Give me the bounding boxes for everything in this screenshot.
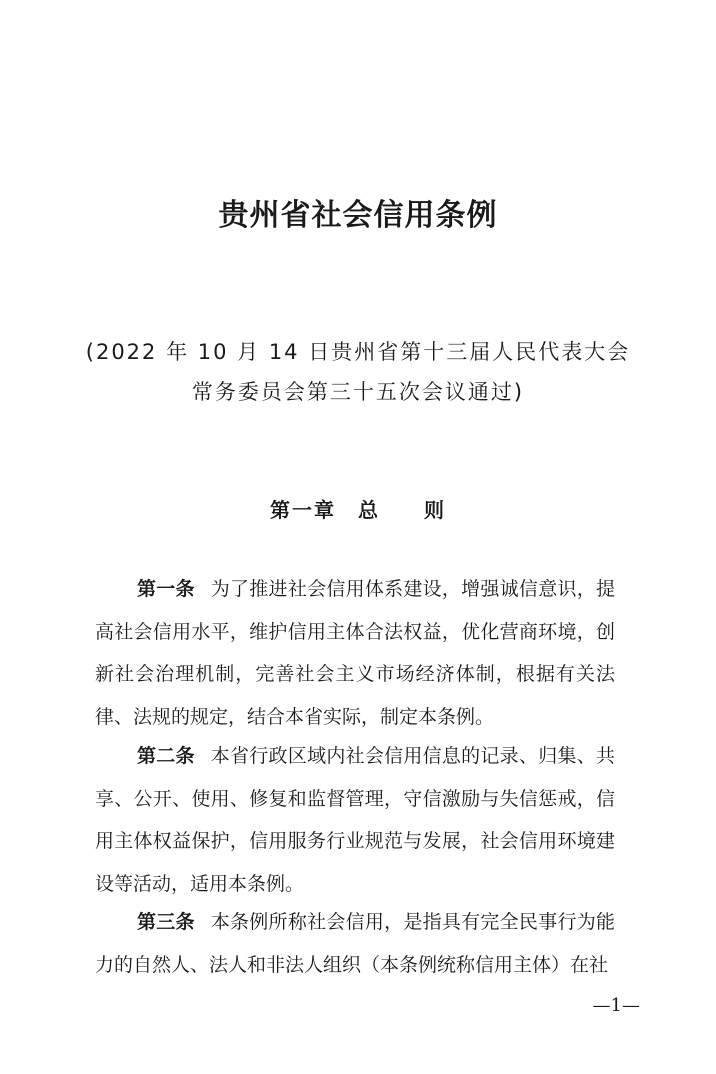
- article-2-label: 第二条: [137, 745, 195, 767]
- page-number: —1—: [592, 995, 640, 1016]
- adoption-note-line-1: (2022 年 10 月 14 日贵州省第十三届人民代表大会: [85, 340, 631, 364]
- article-1-text: 为了推进社会信用体系建设，增强诚信意识，提高社会信用水平，维护信用主体合法权益，优化营商环境，创新社会治理机制，完善社会主义市场经济体制，根据有关法律、法规的规定，结合本省实际，制定本条例。: [95, 578, 615, 728]
- article-2-text: 本省行政区域内社会信用信息的记录、归集、共享、公开、使用、修复和监督管理，守信激励与失信惩戒，信用主体权益保护，信用服务行业规范与发展，社会信用环境建设等活动，适用本条例。: [95, 745, 615, 895]
- adoption-note-line-2: 常务委员会第三十五次会议通过): [191, 380, 525, 404]
- article-1-label: 第一条: [137, 578, 195, 600]
- article-1: [95, 568, 615, 738]
- article-3-label: 第三条: [137, 911, 195, 933]
- adoption-note: [0, 332, 716, 412]
- article-3-text: 本条例所称社会信用，是指具有完全民事行为能力的自然人、法人和非法人组织（本条例统称信用主体）在社: [95, 911, 615, 976]
- article-3: [95, 901, 615, 986]
- document-title: 贵州省社会信用条例: [218, 198, 498, 233]
- article-2: [95, 735, 615, 905]
- chapter-heading: 第一章 总 则: [270, 498, 446, 522]
